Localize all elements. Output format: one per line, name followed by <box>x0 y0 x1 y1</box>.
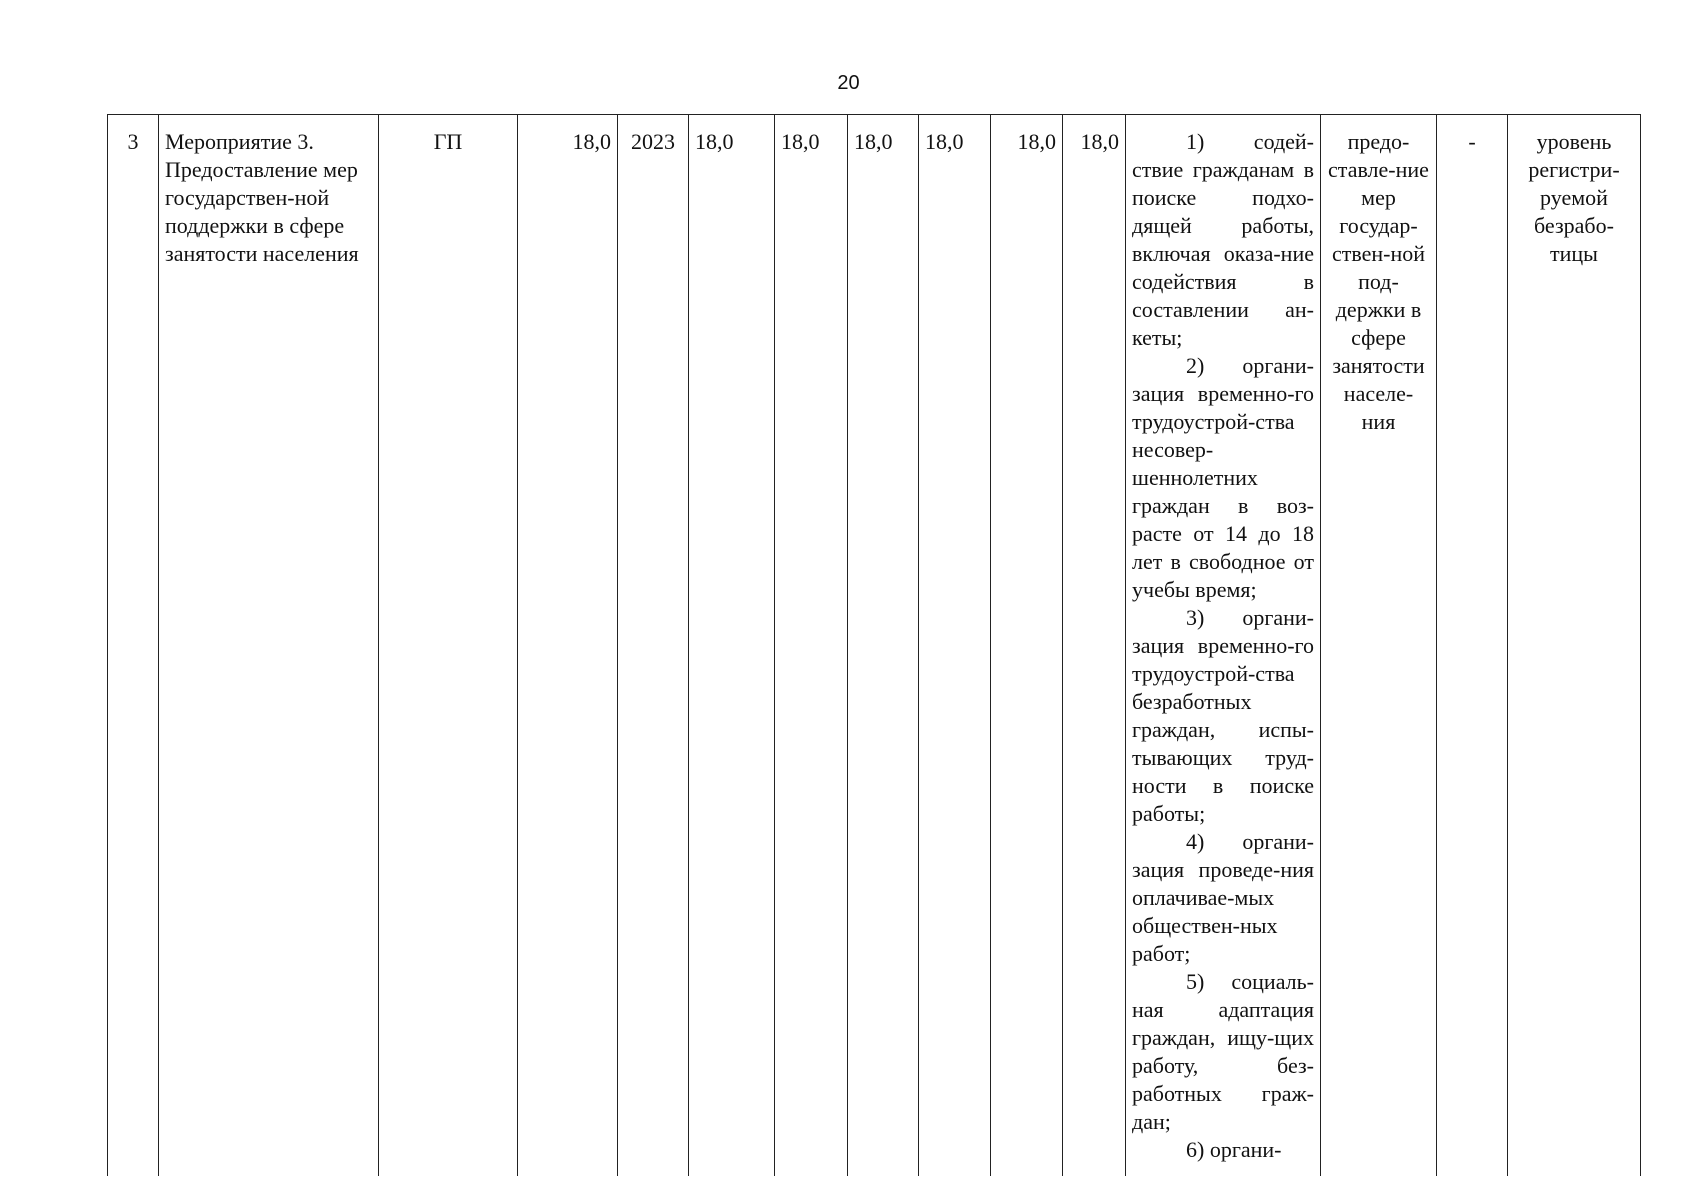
amount-cell-5: 18,0 <box>991 115 1063 1177</box>
year-cell: 2023 <box>618 115 689 1177</box>
activity-description <box>1126 115 1321 1177</box>
indicator-cell: уровень регистри-руемой безрабо-тицы <box>1508 115 1641 1177</box>
activity-item: 4) органи-зация проведе-ния оплачивае-мых обществен-ных работ; <box>1132 829 1314 966</box>
activity-item: 6) органи- <box>1186 1137 1282 1162</box>
amount-cell-6: 18,0 <box>1063 115 1126 1177</box>
activity-item: 1) содей-ствие гражданам в поиске подхо-дящей работы, включая оказа-ние содействия в составлении ан-кеты; <box>1132 129 1314 350</box>
page-number: 20 <box>837 72 860 94</box>
activity-item: 2) органи-зация временно-го трудоустрой-ства несовер-шеннолетних граждан в воз-расте от 14 до 18 лет в свободное от учебы время; <box>1132 353 1314 602</box>
activity-item: 3) органи-зация временно-го трудоустрой-ства безработных граждан, испы-тывающих труд-ности в поиске работы; <box>1132 605 1314 826</box>
activity-item: 5) социаль-ная адаптация граждан, ищу-щих работу, без-работных граж-дан; <box>1132 969 1314 1134</box>
executor-cell: ГП <box>379 115 518 1177</box>
table-row <box>108 115 1641 1177</box>
amount-cell-2: 18,0 <box>775 115 848 1177</box>
amount-cell-3: 18,0 <box>848 115 919 1177</box>
row-number: 3 <box>108 115 159 1177</box>
measure-name: Мероприятие 3. Предоставление мер государствен-ной поддержки в сфере занятости населения <box>159 115 379 1177</box>
expected-result: предо-ставле-ние мер государ-ствен-ной под-держки в сфере занятости населе-ния <box>1321 115 1437 1177</box>
program-table <box>107 114 1641 1176</box>
amount-cell-4: 18,0 <box>919 115 991 1177</box>
amount-cell-1: 18,0 <box>689 115 775 1177</box>
dash-cell: - <box>1437 115 1508 1177</box>
total-amount: 18,0 <box>518 115 618 1177</box>
